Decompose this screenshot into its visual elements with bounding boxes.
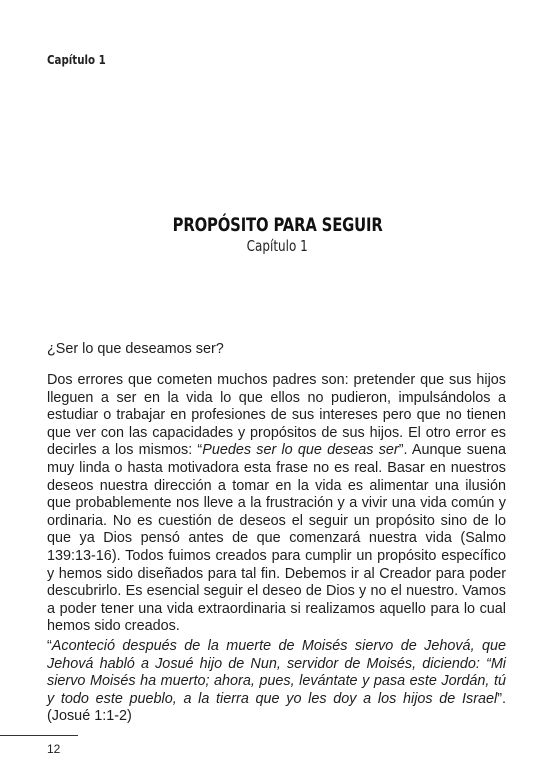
chapter-title: PROPÓSITO PARA SEGUIR [172, 214, 383, 236]
footer-rule [0, 735, 78, 736]
chapter-title-block [0, 214, 555, 256]
paragraph-italic-phrase: Puedes ser lo que deseas ser [202, 442, 399, 459]
body-paragraph [47, 372, 506, 636]
scripture-quote [47, 638, 506, 726]
page-number: 12 [47, 742, 61, 756]
paragraph-text-start: Dos errores que cometen muchos padres son: pretender que sus hijos lleguen a ser en la vida lo que ellos no pudieron, impulsándolos a estudiar o trabajar en profesiones de sus intereses pero que no tienen que ver con las capacidades y propósitos de sus hijos. El otro error es decirles a los mismos: “ [47, 372, 506, 459]
quote-open-mark: “ [47, 638, 52, 654]
quote-reference: ”. (Josué 1:1-2) [47, 690, 506, 725]
quote-text: Aconteció después de la muerte de Moisés siervo de Jehová, que Jehová habló a Josué hijo de Nun, servidor de Moisés, diciendo: “Mi siervo Moisés ha muerto; ahora, pues, levántate y pasa este Jordán, tú y todo este pueblo, a la tierra que yo les doy a los hijos de Israel [47, 638, 506, 707]
section-question: ¿Ser lo que deseamos ser? [47, 341, 224, 357]
running-head: Capítulo 1 [47, 52, 106, 67]
paragraph-text-end: ”. Aunque suena muy linda o hasta motivadora esta frase no es real. Basar en nuestros deseos nuestra dirección a tomar en la vida es alimentar una ilusión que probablemente nos lleve a la frustración y a vivir una vida común y ordinaria. No es cuestión de deseos el seguir un propósito sino de lo que ya Dios pensó antes de que comenzará nuestra vida (Salmo 139:13-16). Todos fuimos creados para cumplir un propósito específico y hemos sido diseñados para tal fin. Debemos ir al Creador para poder descubrirlo. Es esencial seguir el deseo de Dios y no el nuestro. Vamos a poder tener una vida extraordinaria si realizamos aquello para lo cual hemos sido creados. [47, 442, 506, 635]
chapter-subtitle: Capítulo 1 [246, 237, 309, 255]
